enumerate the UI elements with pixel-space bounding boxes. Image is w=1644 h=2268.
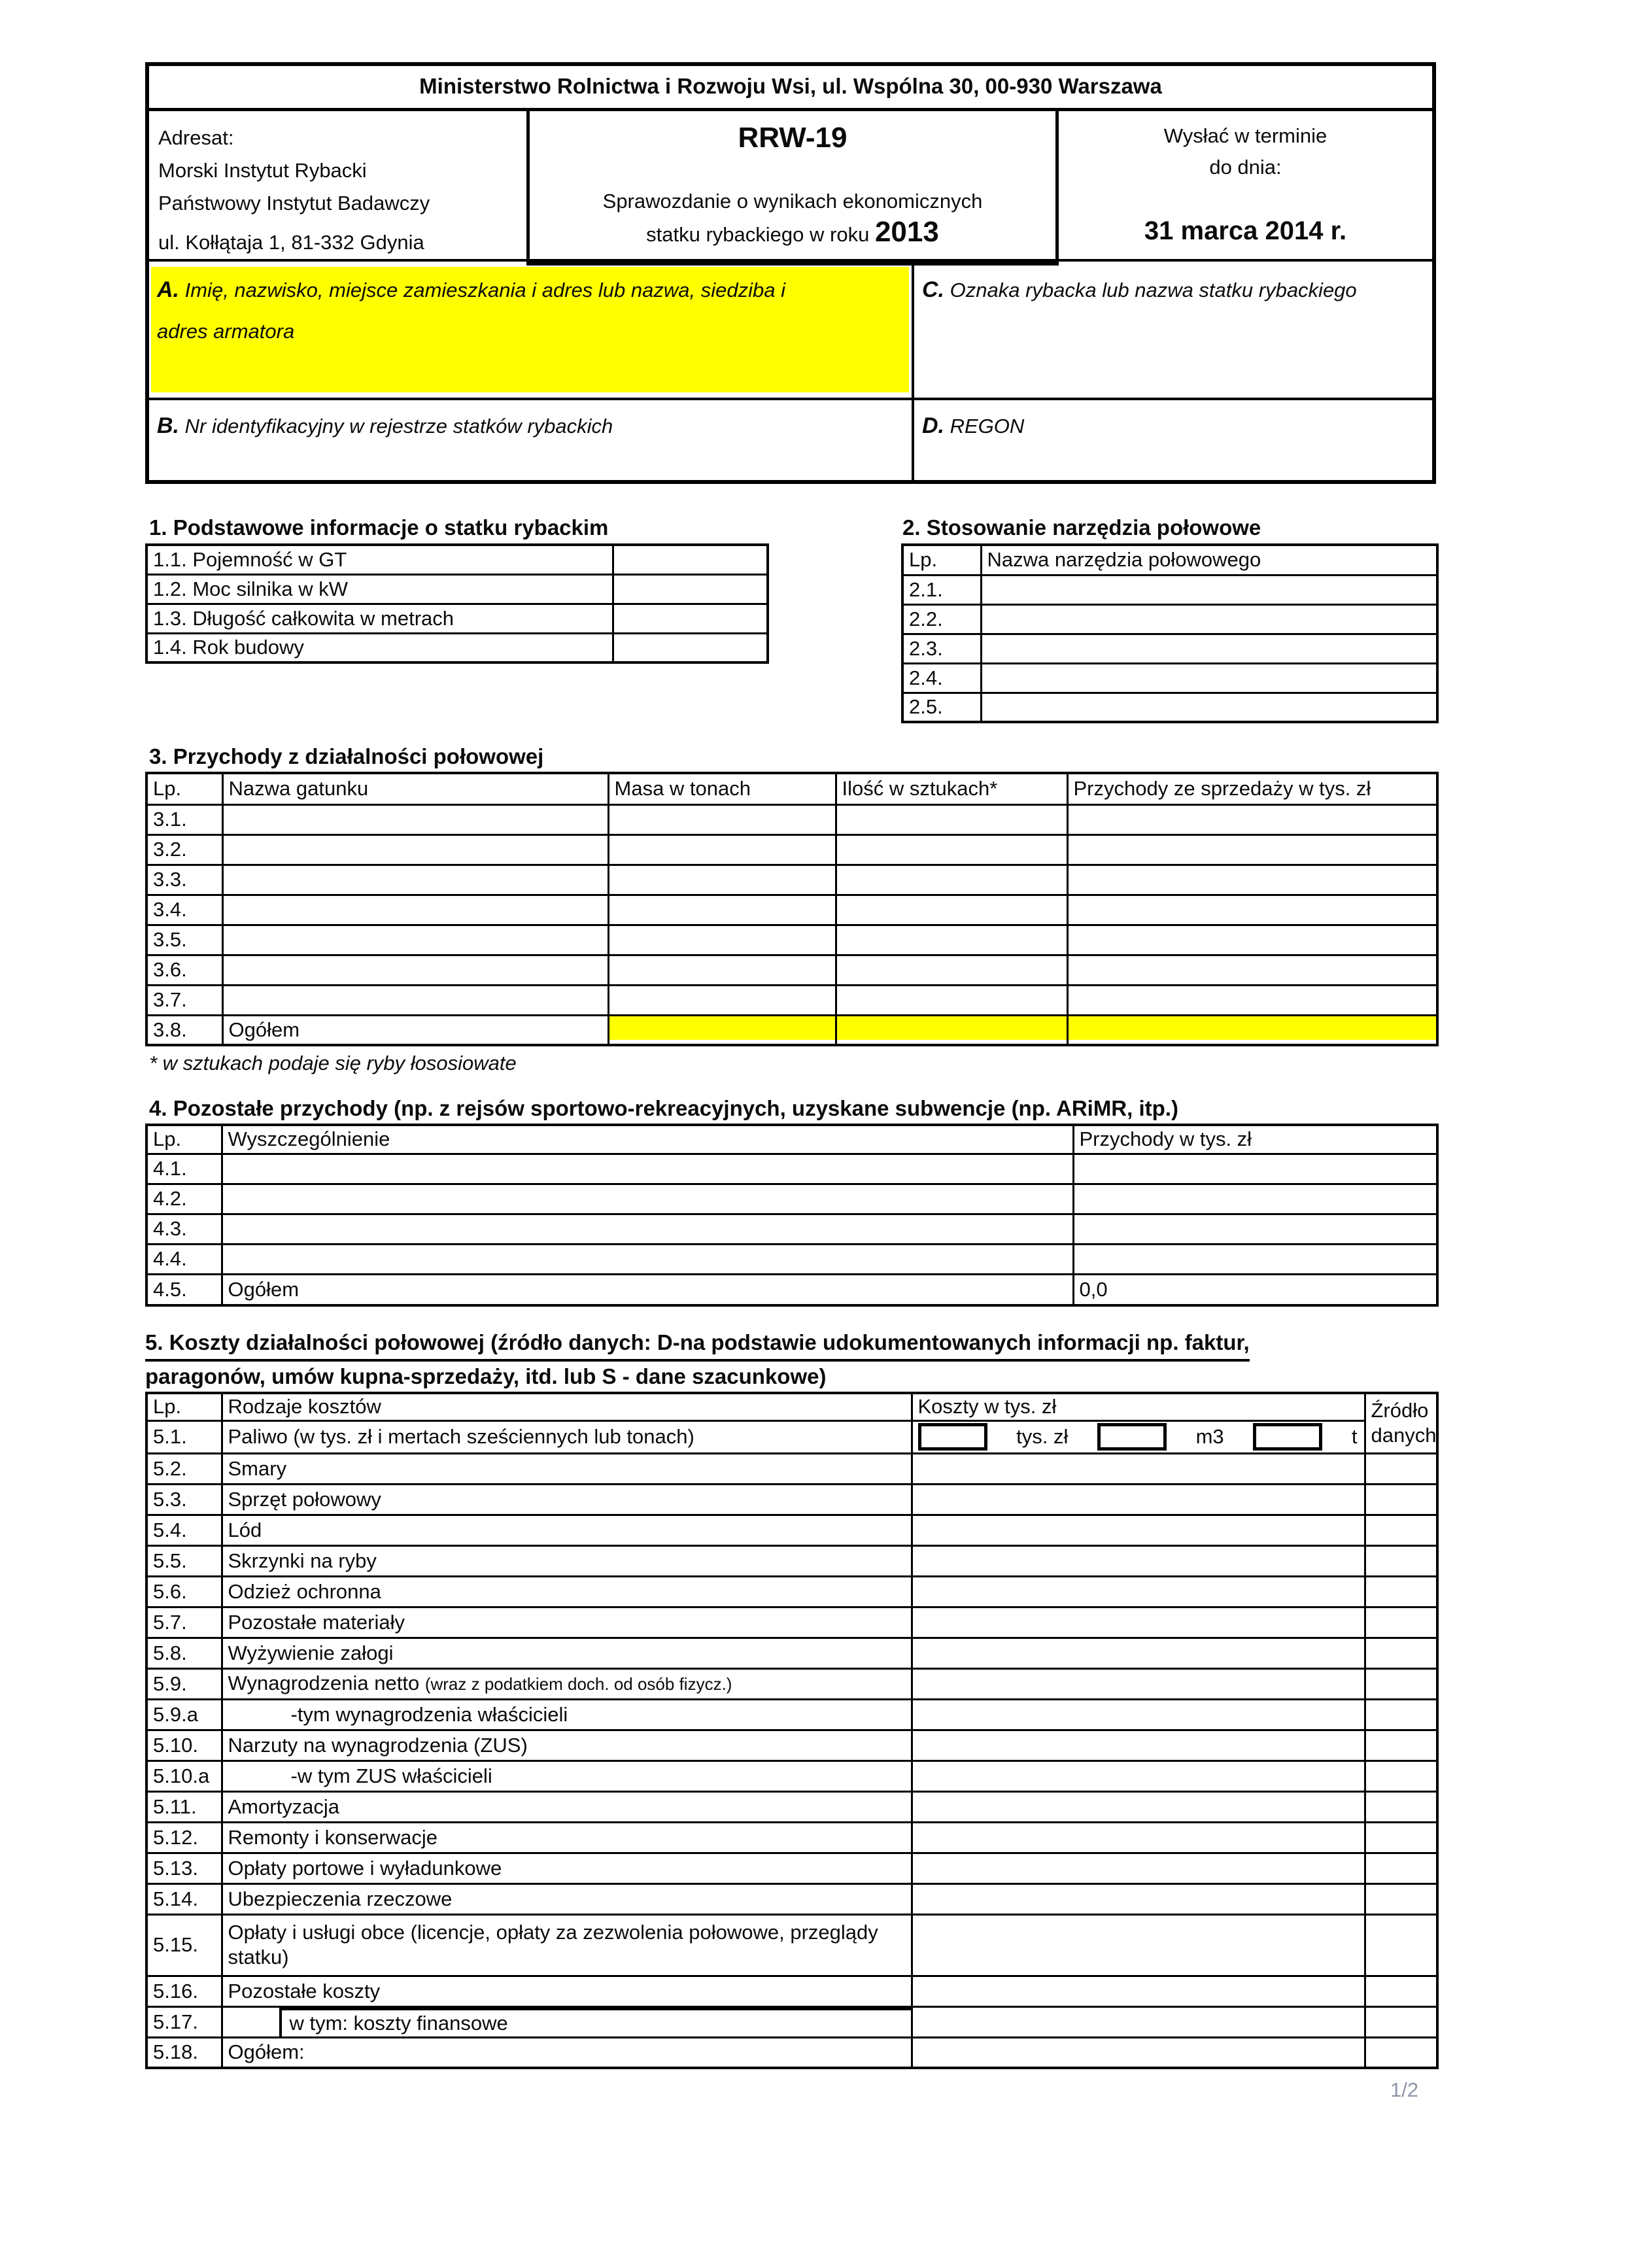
section-b-nr-rejestr[interactable] — [149, 400, 914, 480]
row-label: Paliwo (w tys. zł i mertach sześciennych lub tonach) — [222, 1420, 912, 1453]
table-row — [146, 865, 1437, 895]
row-number: 3.5. — [146, 925, 222, 955]
value-cell[interactable] — [912, 1545, 1365, 1576]
value-cell[interactable] — [981, 663, 1437, 693]
row-label: Wyżywienie załogi — [222, 1638, 912, 1668]
row-number: 3.4. — [146, 895, 222, 925]
total-label: Ogółem — [222, 1015, 608, 1045]
value-cell[interactable] — [613, 633, 768, 662]
other-revenue-table — [145, 1124, 1439, 1307]
fishing-costs-table — [145, 1392, 1439, 2069]
value-cell[interactable] — [1067, 895, 1437, 925]
value-cell[interactable] — [912, 1484, 1365, 1515]
table-row — [146, 1545, 1437, 1576]
source-cell[interactable] — [1365, 1545, 1437, 1576]
row-number: 4.5. — [146, 1274, 222, 1305]
table-row — [146, 804, 1437, 834]
section-a-label: A. — [157, 277, 179, 302]
row-label: Lód — [222, 1515, 912, 1545]
fuel-unit-label: tys. zł — [1016, 1425, 1069, 1448]
value-cell[interactable] — [222, 804, 608, 834]
source-cell[interactable] — [1365, 1638, 1437, 1668]
table-row — [146, 1976, 1437, 2006]
row-label: 1.4. Rok budowy — [146, 633, 613, 662]
table-header-row — [146, 773, 1437, 804]
table-row — [146, 1453, 1437, 1484]
addressee-line: ul. Kołłątaja 1, 81-332 Gdynia — [158, 231, 424, 254]
table-row — [146, 1822, 1437, 1853]
section-row-bd — [149, 400, 1432, 480]
value-cell[interactable] — [912, 1668, 1365, 1699]
row-label: Remonty i konserwacje — [222, 1822, 912, 1853]
deadline-cell — [1059, 111, 1432, 259]
table-header-row — [902, 545, 1437, 575]
source-cell[interactable] — [1365, 1668, 1437, 1699]
col-header-lp: Lp. — [146, 1125, 222, 1154]
value-cell[interactable] — [912, 2006, 1365, 2037]
value-cell[interactable] — [222, 865, 608, 895]
table-row — [146, 1668, 1437, 1699]
value-cell[interactable] — [912, 1607, 1365, 1638]
value-cell[interactable] — [912, 1761, 1365, 1791]
row-label: Odzież ochronna — [222, 1576, 912, 1607]
table3-title: 3. Przychody z działalności połowowej — [149, 742, 543, 776]
col-header-data-source: Źródło danych — [1365, 1393, 1437, 1453]
row-number: 3.8. — [146, 1015, 222, 1045]
table-row — [146, 955, 1437, 985]
value-cell[interactable] — [1073, 1184, 1437, 1214]
row-number: 5.3. — [146, 1484, 222, 1515]
value-cell[interactable] — [912, 1883, 1365, 1914]
value-cell[interactable] — [222, 1214, 1073, 1244]
row-number: 5.8. — [146, 1638, 222, 1668]
table-row — [146, 545, 768, 574]
table-row — [146, 925, 1437, 955]
section-c-oznaka[interactable] — [914, 262, 1432, 398]
row-number: 3.7. — [146, 985, 222, 1015]
value-cell[interactable] — [981, 634, 1437, 663]
fuel-values-cell — [912, 1420, 1365, 1453]
row-label: Ubezpieczenia rzeczowe — [222, 1883, 912, 1914]
col-header-cost-types: Rodzaje kosztów — [222, 1393, 912, 1420]
table3-footnote: * w sztukach podaje się ryby łososiowate — [149, 1052, 517, 1074]
col-header-count: Ilość w sztukach* — [836, 773, 1067, 804]
row-number: 5.5. — [146, 1545, 222, 1576]
value-cell[interactable] — [836, 834, 1067, 865]
value-cell[interactable] — [608, 834, 836, 865]
source-cell[interactable] — [1365, 1822, 1437, 1853]
row-number: 2.2. — [902, 604, 981, 634]
row-number: 2.4. — [902, 663, 981, 693]
value-cell[interactable] — [222, 1154, 1073, 1184]
col-header-mass: Masa w tonach — [608, 773, 836, 804]
row-number: 5.9.a — [146, 1699, 222, 1730]
table-row — [146, 604, 768, 633]
source-cell[interactable] — [1365, 1515, 1437, 1545]
source-cell[interactable] — [1365, 1576, 1437, 1607]
table-row — [902, 604, 1437, 634]
value-cell[interactable] — [1073, 1154, 1437, 1184]
row-number: 5.4. — [146, 1515, 222, 1545]
source-cell[interactable] — [1365, 1699, 1437, 1730]
value-cell[interactable] — [608, 865, 836, 895]
row-number: 2.3. — [902, 634, 981, 663]
value-cell[interactable] — [912, 1699, 1365, 1730]
source-cell[interactable] — [1365, 1883, 1437, 1914]
value-cell[interactable] — [222, 834, 608, 865]
value-cell[interactable] — [608, 925, 836, 955]
table-row — [146, 1154, 1437, 1184]
ministry-header: Ministerstwo Rolnictwa i Rozwoju Wsi, ul. Wspólna 30, 00-930 Warszawa — [149, 66, 1432, 111]
total-value: 0,0 — [1073, 1274, 1437, 1305]
table-row — [146, 1184, 1437, 1214]
table-row — [146, 1853, 1437, 1883]
table-row — [146, 1607, 1437, 1638]
value-cell[interactable] — [912, 1853, 1365, 1883]
value-cell[interactable] — [222, 925, 608, 955]
table-row — [146, 574, 768, 604]
row-number: 5.16. — [146, 1976, 222, 2006]
value-cell[interactable] — [836, 895, 1067, 925]
value-cell[interactable] — [836, 985, 1067, 1015]
table-row — [146, 2006, 1437, 2037]
table5-title: 5. Koszty działalności połowowej (źródło danych: D-na podstawie udokumentowanych informacji np. faktur, paragonów, umów kupna-sprzedaży, itd. lub S - dane szacunkowe) — [145, 1328, 1250, 1396]
source-cell[interactable] — [1365, 2006, 1437, 2037]
row-label: Opłaty portowe i wyładunkowe — [222, 1853, 912, 1883]
row-label: 1.1. Pojemność w GT — [146, 545, 613, 574]
table-row — [146, 1214, 1437, 1244]
row-label-boxed: w tym: koszty finansowe — [222, 2006, 912, 2037]
col-header-revenue: Przychody w tys. zł — [1073, 1125, 1437, 1154]
table1-title: 1. Podstawowe informacje o statku rybackim — [149, 513, 608, 547]
row-label: -w tym ZUS właścicieli — [222, 1761, 912, 1791]
row-number: 5.11. — [146, 1791, 222, 1822]
form-code: RRW-19 — [738, 122, 848, 154]
row-label: Sprzęt połowowy — [222, 1484, 912, 1515]
page-number: 1/2 — [1390, 2078, 1419, 2101]
header-row — [149, 111, 1432, 262]
fuel-cost-input-box[interactable] — [918, 1423, 987, 1451]
row-number: 5.13. — [146, 1853, 222, 1883]
row-label: -tym wynagrodzenia właścicieli — [222, 1699, 912, 1730]
row-number: 5.10.a — [146, 1761, 222, 1791]
value-cell[interactable] — [981, 575, 1437, 604]
row-label: Opłaty i usługi obce (licencje, opłaty za zezwolenia połowowe, przeglądy statku) — [222, 1914, 912, 1976]
fuel-volume-input-box[interactable] — [1097, 1423, 1167, 1451]
value-cell[interactable] — [608, 895, 836, 925]
table-row — [146, 895, 1437, 925]
table4-title: 4. Pozostałe przychody (np. z rejsów sportowo-rekreacyjnych, uzyskane subwencje (np. ARiMR, itp.) — [149, 1093, 1178, 1127]
section-b-text: B. Nr identyfikacyjny w rejestrze statków rybackich — [157, 413, 613, 438]
section-c-text: C. Oznaka rybacka lub nazwa statku rybackiego — [922, 277, 1357, 302]
value-cell[interactable] — [1067, 985, 1437, 1015]
row-number: 5.1. — [146, 1420, 222, 1453]
form-code-box-protrusion — [526, 252, 1059, 266]
value-cell[interactable] — [613, 574, 768, 604]
total-mass-cell[interactable] — [608, 1015, 836, 1045]
row-number: 5.6. — [146, 1576, 222, 1607]
row-label: Pozostałe koszty — [222, 1976, 912, 2006]
value-cell[interactable] — [222, 955, 608, 985]
table-row — [146, 1515, 1437, 1545]
value-cell[interactable] — [1067, 834, 1437, 865]
fuel-row — [146, 1420, 1437, 1453]
form-header-box — [145, 62, 1436, 484]
value-cell[interactable] — [836, 865, 1067, 895]
value-cell[interactable] — [981, 693, 1437, 722]
row-label: Skrzynki na ryby — [222, 1545, 912, 1576]
col-header-lp: Lp. — [146, 1393, 222, 1420]
report-title-line1: Sprawozdanie o wynikach ekonomicznych — [602, 190, 983, 213]
row-number: 5.17. — [146, 2006, 222, 2037]
value-cell[interactable] — [912, 2037, 1365, 2068]
col-header-detail: Wyszczególnienie — [222, 1125, 1073, 1154]
source-cell[interactable] — [1365, 1484, 1437, 1515]
table-row — [146, 1914, 1437, 1976]
value-cell[interactable] — [1073, 1244, 1437, 1274]
value-cell[interactable] — [912, 1791, 1365, 1822]
row-number: 2.5. — [902, 693, 981, 722]
value-cell[interactable] — [981, 604, 1437, 634]
table-row — [902, 663, 1437, 693]
table-row — [146, 1730, 1437, 1761]
source-cell[interactable] — [1365, 1914, 1437, 1976]
value-cell[interactable] — [912, 1822, 1365, 1853]
col-header-lp: Lp. — [146, 773, 222, 804]
col-header-revenue: Przychody ze sprzedaży w tys. zł — [1067, 773, 1437, 804]
row-number: 5.2. — [146, 1453, 222, 1484]
source-cell[interactable] — [1365, 1853, 1437, 1883]
row-label: Narzuty na wynagrodzenia (ZUS) — [222, 1730, 912, 1761]
row-label: 1.2. Moc silnika w kW — [146, 574, 613, 604]
value-cell[interactable] — [1067, 865, 1437, 895]
value-cell[interactable] — [912, 1576, 1365, 1607]
addressee-line: Państwowy Instytut Badawczy — [158, 192, 430, 215]
addressee-cell — [149, 111, 530, 259]
section-d-text: D. REGON — [922, 413, 1025, 438]
row-label: Amortyzacja — [222, 1791, 912, 1822]
value-cell[interactable] — [222, 1184, 1073, 1214]
value-cell[interactable] — [222, 1244, 1073, 1274]
table-total-row — [146, 1274, 1437, 1305]
row-number: 3.6. — [146, 955, 222, 985]
table-row — [146, 633, 768, 662]
value-cell[interactable] — [912, 1453, 1365, 1484]
source-cell[interactable] — [1365, 1607, 1437, 1638]
form-code-cell — [530, 111, 1059, 259]
total-revenue-cell[interactable] — [1067, 1015, 1437, 1045]
table-row — [146, 1244, 1437, 1274]
row-number: 4.1. — [146, 1154, 222, 1184]
value-cell[interactable] — [608, 804, 836, 834]
fishing-revenue-table — [145, 772, 1439, 1046]
row-number: 3.1. — [146, 804, 222, 834]
report-year: 2013 — [874, 216, 939, 248]
basic-info-table — [145, 543, 769, 664]
row-label: Pozostałe materiały — [222, 1607, 912, 1638]
table-row — [146, 1791, 1437, 1822]
section-a-armator[interactable] — [149, 262, 914, 398]
value-cell[interactable] — [1067, 804, 1437, 834]
deadline-line2: do dnia: — [1209, 156, 1282, 179]
value-cell[interactable] — [222, 895, 608, 925]
source-cell[interactable] — [1365, 1453, 1437, 1484]
row-number: 2.1. — [902, 575, 981, 604]
row-label: Wynagrodzenia netto (wraz z podatkiem doch. od osób fizycz.) — [222, 1668, 912, 1699]
row-number: 4.2. — [146, 1184, 222, 1214]
value-cell[interactable] — [912, 1976, 1365, 2006]
value-cell[interactable] — [613, 545, 768, 574]
value-cell[interactable] — [1073, 1214, 1437, 1244]
row-number: 5.7. — [146, 1607, 222, 1638]
total-count-cell[interactable] — [836, 1015, 1067, 1045]
row-number: 3.2. — [146, 834, 222, 865]
section-d-regon[interactable] — [914, 400, 1432, 480]
deadline-date: 31 marca 2014 r. — [1144, 216, 1347, 245]
table-total-row — [146, 2037, 1437, 2068]
row-number: 5.15. — [146, 1914, 222, 1976]
source-cell[interactable] — [1365, 1791, 1437, 1822]
col-header-costs: Koszty w tys. zł — [912, 1393, 1365, 1420]
source-cell[interactable] — [1365, 1730, 1437, 1761]
row-number: 5.14. — [146, 1883, 222, 1914]
section-row-ac — [149, 262, 1432, 400]
addressee-line: Morski Instytut Rybacki — [158, 159, 367, 182]
row-label: 1.3. Długość całkowita w metrach — [146, 604, 613, 633]
table-row — [146, 1699, 1437, 1730]
row-label: Smary — [222, 1453, 912, 1484]
fuel-tonnage-input-box[interactable] — [1253, 1423, 1322, 1451]
value-cell[interactable] — [836, 925, 1067, 955]
row-number: 5.10. — [146, 1730, 222, 1761]
source-cell[interactable] — [1365, 1761, 1437, 1791]
value-cell[interactable] — [613, 604, 768, 633]
source-cell[interactable] — [1365, 1976, 1437, 2006]
table-row — [146, 834, 1437, 865]
row-number: 3.3. — [146, 865, 222, 895]
table-header-row — [146, 1125, 1437, 1154]
table-header-row — [146, 1393, 1437, 1420]
report-year-prefix: statku rybackiego w roku — [646, 223, 870, 246]
value-cell[interactable] — [1067, 955, 1437, 985]
value-cell[interactable] — [222, 985, 608, 1015]
table-row — [146, 1761, 1437, 1791]
row-number: 5.12. — [146, 1822, 222, 1853]
section-a-text: A. Imię, nazwisko, miejsce zamieszkania i adres lub nazwa, siedziba i adres armatora — [157, 277, 785, 343]
value-cell[interactable] — [912, 1515, 1365, 1545]
fishing-gear-table — [901, 543, 1439, 723]
table-row — [146, 1576, 1437, 1607]
table2-title: 2. Stosowanie narzędzia połowowe — [902, 513, 1261, 547]
source-cell[interactable] — [1365, 2037, 1437, 2068]
table-row — [902, 634, 1437, 663]
value-cell[interactable] — [836, 955, 1067, 985]
row-number: 5.9. — [146, 1668, 222, 1699]
table-row — [146, 1638, 1437, 1668]
value-cell[interactable] — [608, 985, 836, 1015]
total-label: Ogółem: — [222, 2037, 912, 2068]
table-row — [146, 985, 1437, 1015]
addressee-label: Adresat: — [158, 126, 234, 149]
section-b-label: B. — [157, 413, 179, 438]
row-number: 5.18. — [146, 2037, 222, 2068]
table-row — [902, 693, 1437, 722]
value-cell[interactable] — [1067, 925, 1437, 955]
report-title-line2 — [646, 216, 939, 249]
col-header-species: Nazwa gatunku — [222, 773, 608, 804]
value-cell[interactable] — [912, 1730, 1365, 1761]
row-number: 4.3. — [146, 1214, 222, 1244]
section-d-label: D. — [922, 413, 944, 438]
col-header-lp: Lp. — [902, 545, 981, 575]
value-cell[interactable] — [912, 1914, 1365, 1976]
deadline-line1: Wysłać w terminie — [1163, 124, 1327, 147]
value-cell[interactable] — [608, 955, 836, 985]
value-cell[interactable] — [836, 804, 1067, 834]
fuel-unit-label: m3 — [1195, 1425, 1224, 1448]
total-label: Ogółem — [222, 1274, 1073, 1305]
table-total-row — [146, 1015, 1437, 1045]
fuel-unit-label: t — [1351, 1425, 1358, 1448]
table-row — [902, 575, 1437, 604]
section-c-label: C. — [922, 277, 944, 302]
value-cell[interactable] — [912, 1638, 1365, 1668]
table-row — [146, 1883, 1437, 1914]
table-row — [146, 1484, 1437, 1515]
col-header-gear-name: Nazwa narzędzia połowowego — [981, 545, 1437, 575]
row-number: 4.4. — [146, 1244, 222, 1274]
